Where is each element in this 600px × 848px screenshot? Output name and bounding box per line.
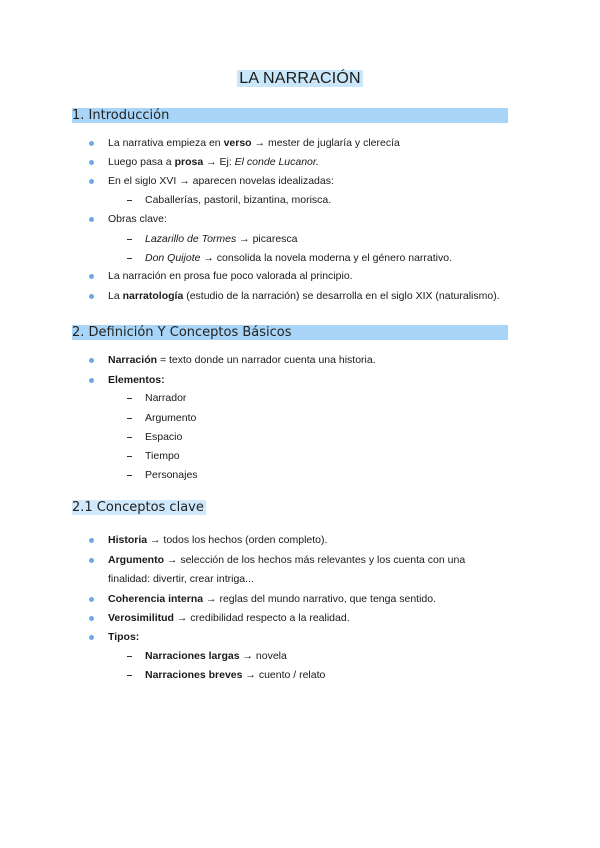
- list-item: La narración en prosa fue poco valorada al principio.: [108, 270, 353, 282]
- list-item: La narrativa empieza en verso → mester de juglaría y clerecía: [108, 137, 400, 149]
- section-heading-definicion: 2. Definición Y Conceptos Básicos: [72, 325, 508, 340]
- list-item: Tipos:: [108, 631, 140, 643]
- list-item: Historia → todos los hechos (orden completo).: [108, 534, 328, 546]
- bullet-dot: [89, 179, 94, 184]
- list-item: Narración = texto donde un narrador cuenta una historia.: [108, 354, 376, 366]
- bullet-dot: [89, 160, 94, 165]
- list-item-continuation: finalidad: divertir, crear intriga...: [108, 573, 254, 585]
- bullet-dot: [89, 274, 94, 279]
- list-item: Verosimilitud → credibilidad respecto a la realidad.: [108, 612, 350, 624]
- sub-list-item: Narrador: [145, 392, 187, 404]
- bullet-dot: [89, 635, 94, 640]
- section-heading-conceptos-clave: 2.1 Conceptos clave: [72, 500, 204, 515]
- dash-marker: [127, 398, 132, 399]
- bullet-dot: [89, 597, 94, 602]
- dash-marker: [127, 200, 132, 201]
- list-item: Coherencia interna → reglas del mundo narrativo, que tenga sentido.: [108, 593, 437, 605]
- dash-marker: [127, 437, 132, 438]
- bullet-dot: [89, 616, 94, 621]
- sub-list-item: Narraciones largas → novela: [145, 650, 287, 662]
- bullet-dot: [89, 378, 94, 383]
- bullet-dot: [89, 141, 94, 146]
- list-item: La narratología (estudio de la narración) se desarrolla en el siglo XIX (naturalismo).: [108, 290, 500, 302]
- dash-marker: [127, 258, 132, 259]
- list-item: Elementos:: [108, 374, 165, 386]
- sub-list-item: Don Quijote → consolida la novela moderna y el género narrativo.: [145, 252, 453, 264]
- bullet-dot: [89, 538, 94, 543]
- sub-list-item: Lazarillo de Tormes → picaresca: [145, 233, 298, 245]
- sub-list-item: Personajes: [145, 469, 198, 481]
- sub-list-item: Narraciones breves → cuento / relato: [145, 669, 326, 681]
- dash-marker: [127, 675, 132, 676]
- sub-list-item: Caballerías, pastoril, bizantina, morisca.: [145, 194, 332, 206]
- sub-list-item: Espacio: [145, 431, 183, 443]
- dash-marker: [127, 656, 132, 657]
- sub-list-item: Argumento: [145, 412, 197, 424]
- bullet-dot: [89, 217, 94, 222]
- dash-marker: [127, 239, 132, 240]
- bullet-dot: [89, 294, 94, 299]
- dash-marker: [127, 418, 132, 419]
- section-heading-introduccion: 1. Introducción: [72, 108, 508, 123]
- bullet-dot: [89, 558, 94, 563]
- document-title: LA NARRACIÓN: [239, 70, 361, 87]
- dash-marker: [127, 456, 132, 457]
- list-item: Obras clave:: [108, 213, 167, 225]
- bullet-dot: [89, 358, 94, 363]
- dash-marker: [127, 475, 132, 476]
- sub-list-item: Tiempo: [145, 450, 180, 462]
- list-item: Luego pasa a prosa → Ej: El conde Lucanor.: [108, 156, 319, 168]
- list-item: Argumento → selección de los hechos más relevantes y los cuenta con una: [108, 554, 466, 566]
- list-item: En el siglo XVI → aparecen novelas idealizadas:: [108, 175, 334, 187]
